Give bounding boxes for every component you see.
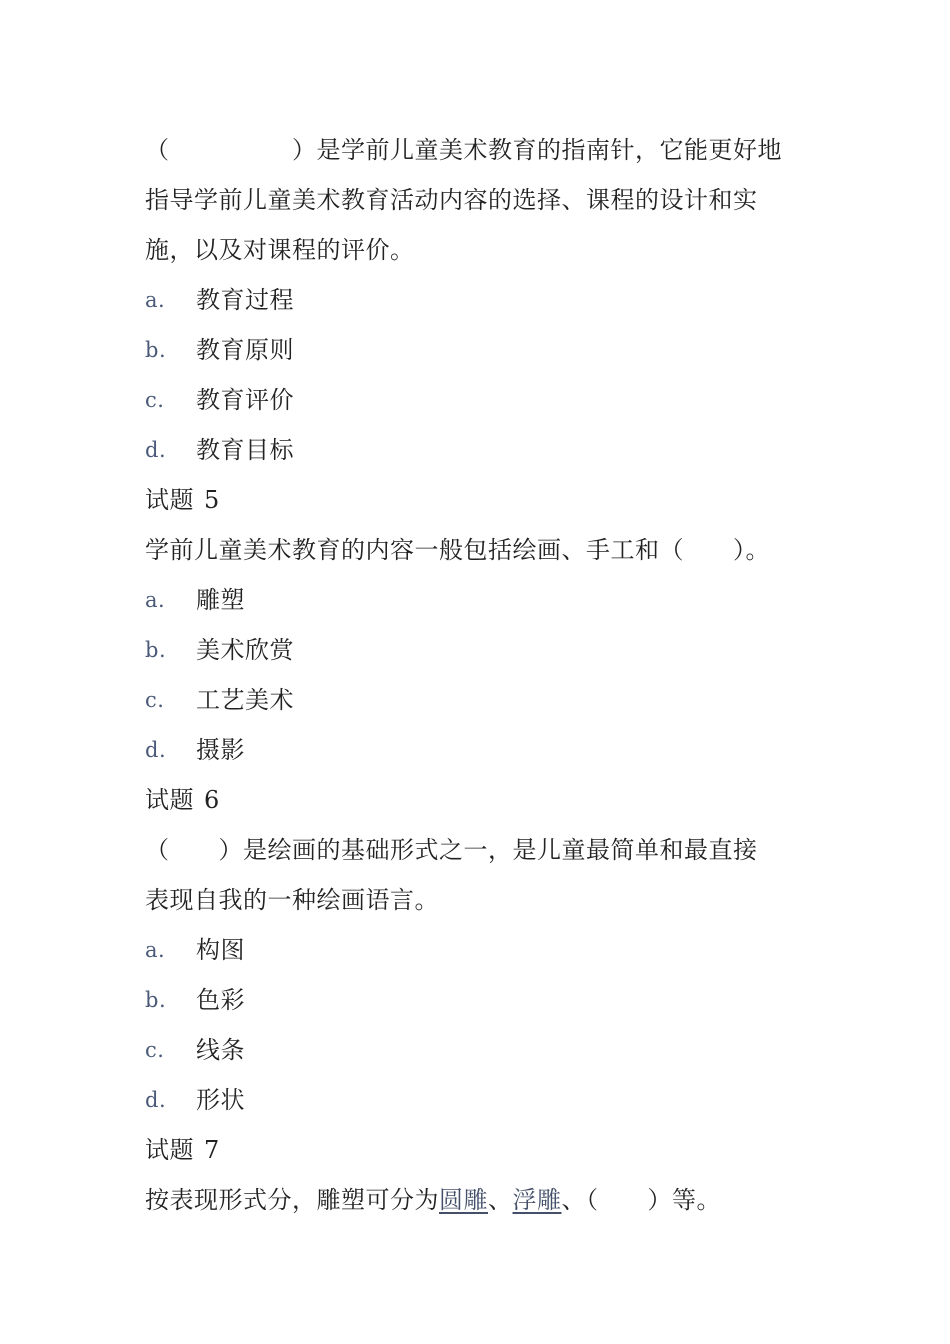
option-letter: b. <box>145 338 167 362</box>
term-link-round-sculpture[interactable]: 圆雕 <box>439 1186 488 1214</box>
question-stem-line: 表现自我的一种绘画语言。 <box>145 886 439 914</box>
option-letter: a. <box>145 288 166 312</box>
question-title-label: 试题 <box>145 786 194 814</box>
option-text: 摄影 <box>196 736 245 764</box>
answer-option-c[interactable] <box>145 375 810 425</box>
question-title <box>145 475 810 525</box>
option-text: 形状 <box>196 1086 245 1114</box>
option-letter: d. <box>145 738 167 762</box>
question-number: 5 <box>204 486 220 514</box>
option-letter: a. <box>145 938 166 962</box>
option-letter: d. <box>145 438 167 462</box>
option-text: 美术欣赏 <box>196 636 294 664</box>
question-block <box>145 475 810 775</box>
question-block <box>145 125 810 475</box>
question-title-label: 试题 <box>145 1136 194 1164</box>
option-text: 雕塑 <box>196 586 245 614</box>
answer-option-c[interactable] <box>145 1025 810 1075</box>
answer-option-c[interactable] <box>145 675 810 725</box>
option-letter: b. <box>145 638 167 662</box>
option-text: 构图 <box>196 936 245 964</box>
option-text: 工艺美术 <box>196 686 294 714</box>
option-letter: c. <box>145 688 165 712</box>
answer-option-a[interactable] <box>145 275 810 325</box>
option-text: 线条 <box>196 1036 245 1064</box>
answer-option-b[interactable] <box>145 975 810 1025</box>
option-text: 色彩 <box>196 986 245 1014</box>
question-block <box>145 775 810 1125</box>
question-stem-line <box>145 1175 810 1225</box>
question-block <box>145 1125 810 1225</box>
answer-option-d[interactable] <box>145 1075 810 1125</box>
question-stem-line: 指导学前儿童美术教育活动内容的选择、课程的设计和实 <box>145 186 758 214</box>
option-letter: c. <box>145 388 165 412</box>
stem-text: 、（ ）等。 <box>561 1186 721 1214</box>
option-letter: a. <box>145 588 166 612</box>
question-stem-line: 施，以及对课程的评价。 <box>145 236 415 264</box>
option-text: 教育原则 <box>196 336 294 364</box>
question-title <box>145 775 810 825</box>
answer-option-a[interactable] <box>145 925 810 975</box>
stem-text: 按表现形式分，雕塑可分为 <box>145 1186 439 1214</box>
question-title <box>145 1125 810 1175</box>
answer-option-b[interactable] <box>145 625 810 675</box>
quiz-page <box>145 125 810 1225</box>
option-letter: d. <box>145 1088 167 1112</box>
question-number: 6 <box>204 786 220 814</box>
answer-option-d[interactable] <box>145 425 810 475</box>
option-letter: b. <box>145 988 167 1012</box>
option-text: 教育评价 <box>196 386 294 414</box>
answer-option-d[interactable] <box>145 725 810 775</box>
question-number: 7 <box>204 1136 220 1164</box>
answer-option-b[interactable] <box>145 325 810 375</box>
option-letter: c. <box>145 1038 165 1062</box>
question-stem-line: （ ）是学前儿童美术教育的指南针，它能更好地 <box>145 136 782 164</box>
question-stem-line: 学前儿童美术教育的内容一般包括绘画、手工和（ ）。 <box>145 536 770 564</box>
question-stem-line: （ ）是绘画的基础形式之一，是儿童最简单和最直接 <box>145 836 758 864</box>
term-link-relief-sculpture[interactable]: 浮雕 <box>512 1186 562 1214</box>
option-text: 教育目标 <box>196 436 294 464</box>
stem-separator: 、 <box>488 1186 513 1214</box>
answer-option-a[interactable] <box>145 575 810 625</box>
question-title-label: 试题 <box>145 486 194 514</box>
option-text: 教育过程 <box>196 286 294 314</box>
